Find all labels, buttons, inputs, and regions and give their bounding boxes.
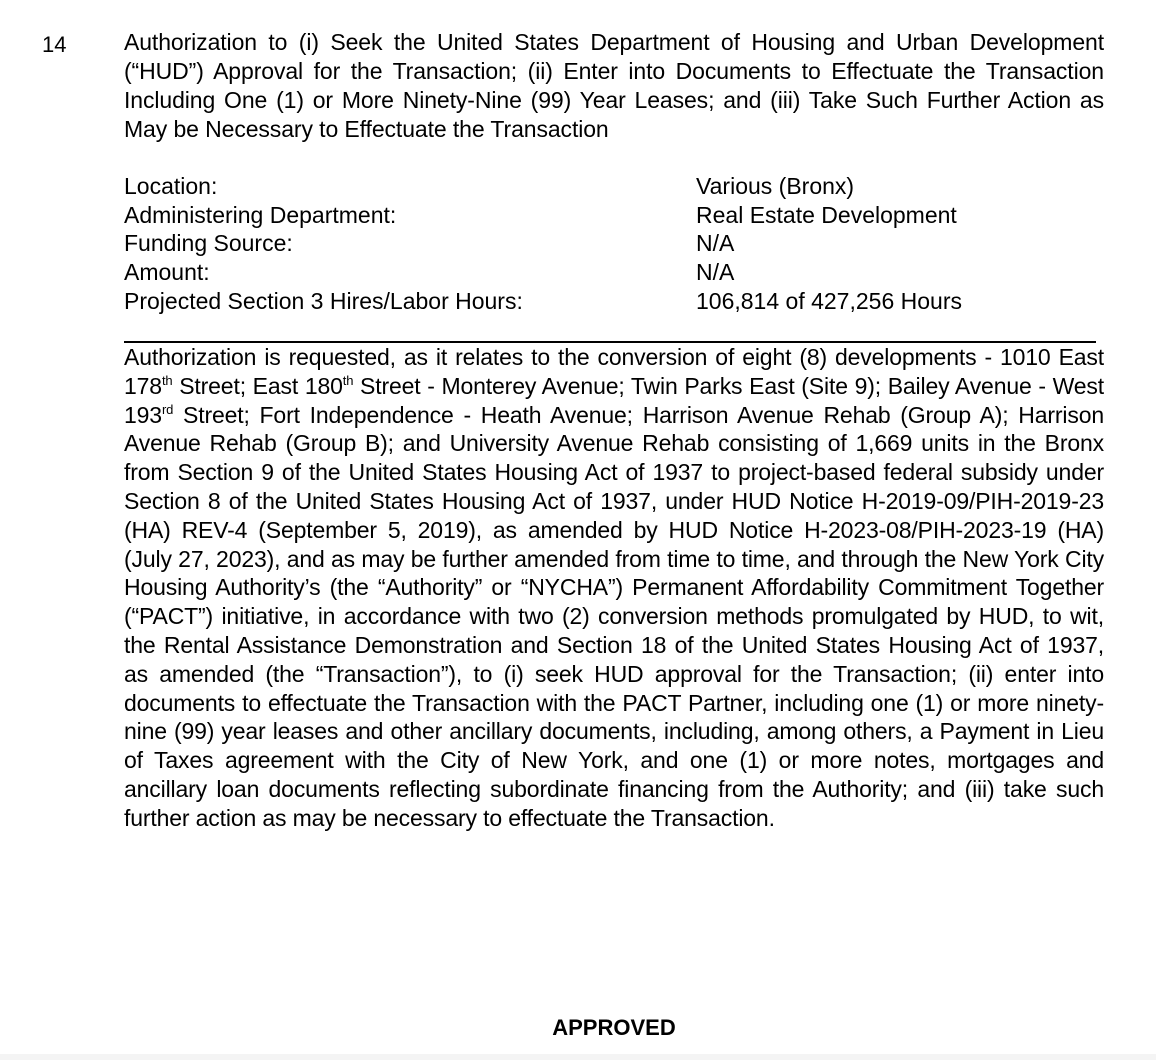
body-text-part: Street - Monterey Avenue; Twin Parks East (Site 9); Bailey Avenue - West 193 [124, 372, 1104, 428]
ordinal-suffix: th [161, 372, 173, 388]
approval-status: APPROVED [552, 1015, 676, 1040]
detail-value: Real Estate Development [696, 201, 957, 228]
detail-row-section-3-hours [124, 287, 1104, 316]
body-text-part: Street; East 180 [172, 372, 343, 399]
item-number: 14 [42, 32, 67, 57]
detail-label: Location: [124, 173, 218, 199]
ordinal-suffix: rd [161, 401, 174, 417]
authorization-body [124, 343, 1104, 833]
detail-value: 106,814 of 427,256 Hours [696, 287, 962, 314]
detail-label: Projected Section 3 Hires/Labor Hours: [124, 287, 523, 314]
ordinal-suffix: th [342, 372, 354, 388]
item-title: Authorization to (i) Seek the United States Department of Housing and Urban Development (“HUD”) Approval for the Transaction; (ii) Enter into Documents to Effectuate the Transaction Including One (1) or More Ninety-Nine (99) Year Leases; and (iii) Take Such Further Action as May be Necessary to Effectuate the Transaction [124, 29, 1104, 142]
detail-row-funding-source [124, 229, 1104, 258]
detail-row-administering-department [124, 201, 1104, 230]
detail-value: N/A [696, 259, 735, 286]
body-text-part: Authorization is requested, as it relates to the conversion of eight (8) developments - 1010 East 178 [124, 344, 1104, 399]
detail-value: N/A [696, 230, 735, 257]
details-table [124, 172, 1104, 315]
detail-label: Administering Department: [124, 201, 397, 228]
page-edge [0, 1054, 1156, 1060]
detail-label: Funding Source: [124, 230, 293, 257]
detail-value: Various (Bronx) [696, 173, 855, 199]
detail-row-amount [124, 258, 1104, 287]
body-text-part: Street; Fort Independence - Heath Avenue; Harrison Avenue Rehab (Group A); Harrison Avenue Rehab (Group B); and University Avenue Rehab consisting of 1,669 units in the Bronx from Section 9 of the United States Housing Act of 1937 to project-based federal subsidy under Section 8 of the United States Housing Act of 1937, under HUD Notice H-2019-09/PIH-2019-23 (HA) REV-4 (September 5, 2019), as amended by HUD Notice H-2023-08/PIH-2023-19 (HA) (July 27, 2023), and as may be further amended from time to time, and through the New York City Housing Authority’s (the “Authority” or “NYCHA”) Permanent Affordability Commitment Together (“PACT”) initiative, in accordance with two (2) conversion methods promulgated by HUD, to wit, the Rental Assistance Demonstration and Section 18 of the United States Housing Act of 1937, as amended (the “Transaction”), to (i) seek HUD approval for the Transaction; (ii) enter into documents to effectuate the Transaction with the PACT Partner, including one (1) or more ninety-nine (99) year leases and other ancillary documents, including, among others, a Payment in Lieu of Taxes agreement with the City of New York, and one (1) or more notes, mortgages and ancillary loan documents reflecting subordinate financing from the Authority; and (iii) take such further action as may be necessary to effectuate the Transaction. [124, 401, 1104, 831]
detail-label: Amount: [124, 259, 210, 286]
detail-row-location [124, 172, 1104, 201]
